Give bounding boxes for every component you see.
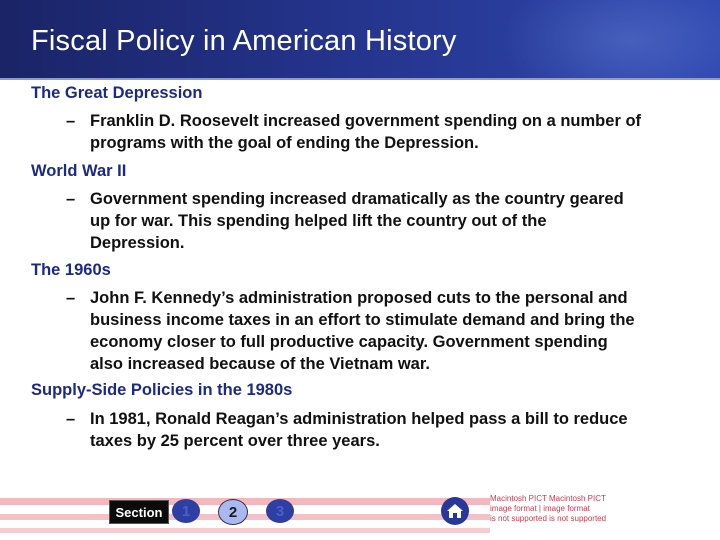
home-icon bbox=[446, 503, 464, 519]
section-1-button[interactable]: 1 bbox=[172, 499, 200, 523]
bullet-supply-side bbox=[66, 408, 706, 452]
bullet-line: programs with the goal of ending the Depression. bbox=[90, 134, 479, 152]
bullet-line: economy closer to full productive capacity. Government spending bbox=[90, 333, 608, 351]
title-bar bbox=[0, 0, 720, 80]
bullet-line: also increased because of the Vietnam war. bbox=[90, 355, 430, 373]
heading-great-depression: The Great Depression bbox=[31, 84, 203, 102]
bullet-line: Depression. bbox=[90, 234, 185, 252]
section-3-button[interactable]: 3 bbox=[266, 499, 294, 523]
bullet-world-war-ii bbox=[66, 188, 706, 254]
heading-world-war-ii: World War II bbox=[31, 162, 127, 180]
section-2-button[interactable]: 2 bbox=[218, 499, 248, 525]
bullet-great-depression bbox=[66, 110, 706, 154]
page-title: Fiscal Policy in American History bbox=[31, 25, 457, 57]
bullet-dash: – bbox=[66, 289, 76, 307]
bullet-line: up for war. This spending helped lift the country out of the bbox=[90, 212, 547, 230]
bullet-line: Franklin D. Roosevelt increased government spending on a number of bbox=[90, 112, 642, 130]
slide-footer bbox=[0, 486, 720, 540]
bullet-line: taxes by 25 percent over three years. bbox=[90, 432, 380, 450]
heading-supply-side: Supply-Side Policies in the 1980s bbox=[31, 381, 293, 399]
bullet-dash: – bbox=[66, 410, 76, 428]
home-button[interactable] bbox=[441, 497, 469, 525]
heading-1960s: The 1960s bbox=[31, 261, 111, 279]
pict-notice-line: is not supported is not supported bbox=[490, 514, 607, 523]
bullet-line: business income taxes in an effort to stimulate demand and bring the bbox=[90, 311, 635, 329]
bullet-dash: – bbox=[66, 190, 76, 208]
bullet-line: Government spending increased dramatically as the country geared bbox=[90, 190, 624, 208]
pict-notice-line: Macintosh PICT Macintosh PICT bbox=[490, 494, 606, 503]
bullet-dash: – bbox=[66, 112, 76, 130]
pict-notice-line: image format | image format bbox=[490, 504, 590, 513]
pict-notice bbox=[490, 494, 607, 524]
bullet-line: In 1981, Ronald Reagan’s administration helped pass a bill to reduce bbox=[90, 410, 628, 428]
bullet-1960s bbox=[66, 287, 706, 375]
section-button[interactable]: Section bbox=[109, 500, 169, 524]
bullet-line: John F. Kennedy’s administration proposed cuts to the personal and bbox=[90, 289, 628, 307]
